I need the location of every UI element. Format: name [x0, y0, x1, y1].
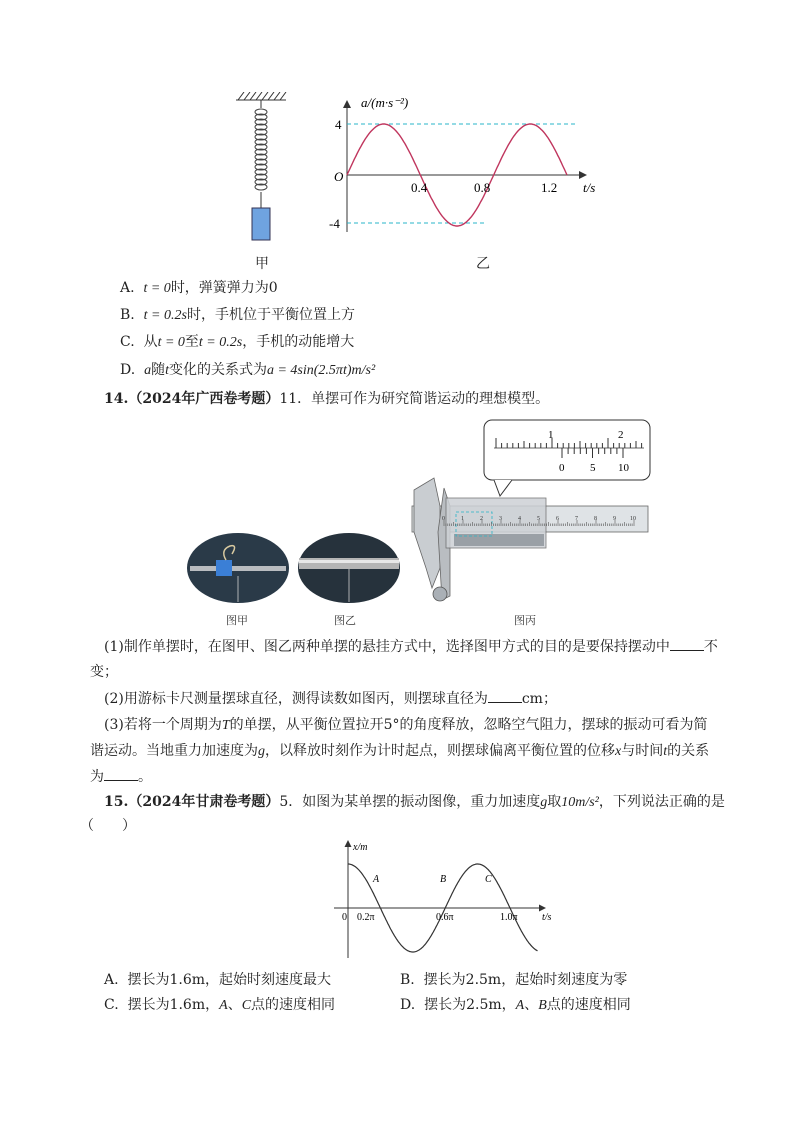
caption-tu-bing: 图丙 [514, 614, 536, 627]
y-tick-neg4: -4 [329, 216, 340, 231]
body-tick-8: 8 [594, 516, 597, 522]
photo-jia [186, 532, 290, 604]
y-tick-4: 4 [335, 117, 342, 132]
vernier-caliper [404, 418, 656, 608]
q14-sub1-line2: 变； [90, 664, 118, 680]
spring-diagram [230, 92, 290, 252]
origin-label: 0 [342, 912, 347, 923]
q14-blank-1[interactable] [670, 636, 704, 651]
x-tick-0.4: 0.4 [411, 180, 428, 195]
x-axis-label: t/s [542, 912, 552, 923]
q13-option-c[interactable]: C. 从t = 0至t = 0.2s，手机的动能增大 [120, 334, 355, 350]
q15-option-d[interactable]: D. 摆长为2.5m，A、B点的速度相同 [400, 997, 631, 1013]
q14-blank-2[interactable] [488, 688, 522, 703]
point-c-label: C [485, 874, 492, 885]
callout-main-1: 1 [548, 429, 554, 441]
q15-paren[interactable]: （ ） [80, 818, 136, 834]
body-tick-0: 0 [442, 516, 445, 522]
pendulum-vibration-chart [330, 836, 570, 966]
body-tick-2: 2 [480, 516, 483, 522]
q13-option-d[interactable]: D. a随t变化的关系式为a = 4sin(2.5πt)m/s² [120, 362, 376, 378]
q15-option-c[interactable]: C. 摆长为1.6m，A、C点的速度相同 [104, 997, 336, 1013]
callout-vern-5: 5 [590, 462, 596, 474]
body-tick-7: 7 [575, 516, 578, 522]
caption-tu-yi: 图乙 [334, 614, 356, 627]
body-tick-3: 3 [499, 516, 502, 522]
caption-yi: 乙 [476, 256, 490, 272]
q14-sub3-line3: 为 。 [90, 766, 152, 787]
q14-blank-3[interactable] [104, 766, 138, 781]
q14-sub3-line2: 谐运动。当地重力加速度为g，以释放时刻作为计时起点，则摆球偏离平衡位置的位移x与时间t的关系 [90, 743, 710, 759]
x-axis-label: t/s [583, 180, 596, 195]
x-tick-1.2: 1.2 [541, 180, 558, 195]
point-b-label: B [440, 874, 447, 885]
point-a-label: A [373, 874, 380, 885]
x-tick-0.2pi: 0.2π [357, 912, 375, 923]
x-tick-0.8: 0.8 [474, 180, 491, 195]
x-tick-0.6pi: 0.6π [436, 912, 454, 923]
q14-sub3-line1: (3)若将一个周期为T的单摆，从平衡位置拉开5°的角度释放，忽略空气阻力，摆球的振动可看为简 [104, 717, 708, 733]
q14-sub2: (2)用游标卡尺测量摆球直径，测得读数如图丙，则摆球直径为 cm； [104, 688, 557, 709]
body-tick-1: 1 [461, 516, 464, 522]
q13-option-b[interactable]: B. t = 0.2s时，手机位于平衡位置上方 [120, 307, 355, 323]
q15-header: 15.（2024年甘肃卷考题）5．如图为某单摆的振动图像，重力加速度g取10m/s²，下列说法正确的是 [104, 794, 725, 810]
callout-vern-10: 10 [618, 462, 629, 474]
body-tick-10: 10 [630, 516, 636, 522]
q15-option-a[interactable]: A. 摆长为1.6m，起始时刻速度最大 [104, 972, 332, 988]
caption-tu-jia: 图甲 [226, 614, 248, 627]
photo-yi [297, 532, 401, 604]
body-tick-4: 4 [518, 516, 521, 522]
callout-vern-0: 0 [559, 462, 565, 474]
q13-option-a[interactable]: A. t = 0时，弹簧弹力为0 [120, 280, 278, 296]
acceleration-chart [325, 92, 605, 242]
y-axis-label: a/(m·s⁻²) [361, 95, 409, 110]
body-tick-6: 6 [556, 516, 559, 522]
origin-label: O [334, 169, 344, 184]
q14-sub1-line1: (1)制作单摆时，在图甲、图乙两种单摆的悬挂方式中，选择图甲方式的目的是要保持摆动中 不 [104, 636, 718, 657]
y-axis-label: x/m [353, 842, 368, 853]
q14-header: 14.（2024年广西卷考题）11．单摆可作为研究简谐运动的理想模型。 [104, 391, 550, 407]
x-tick-1.0pi: 1.0π [500, 912, 518, 923]
body-tick-5: 5 [537, 516, 540, 522]
body-tick-9: 9 [613, 516, 616, 522]
caption-jia: 甲 [255, 256, 269, 272]
q15-option-b[interactable]: B. 摆长为2.5m，起始时刻速度为零 [400, 972, 628, 988]
callout-main-2: 2 [618, 429, 624, 441]
